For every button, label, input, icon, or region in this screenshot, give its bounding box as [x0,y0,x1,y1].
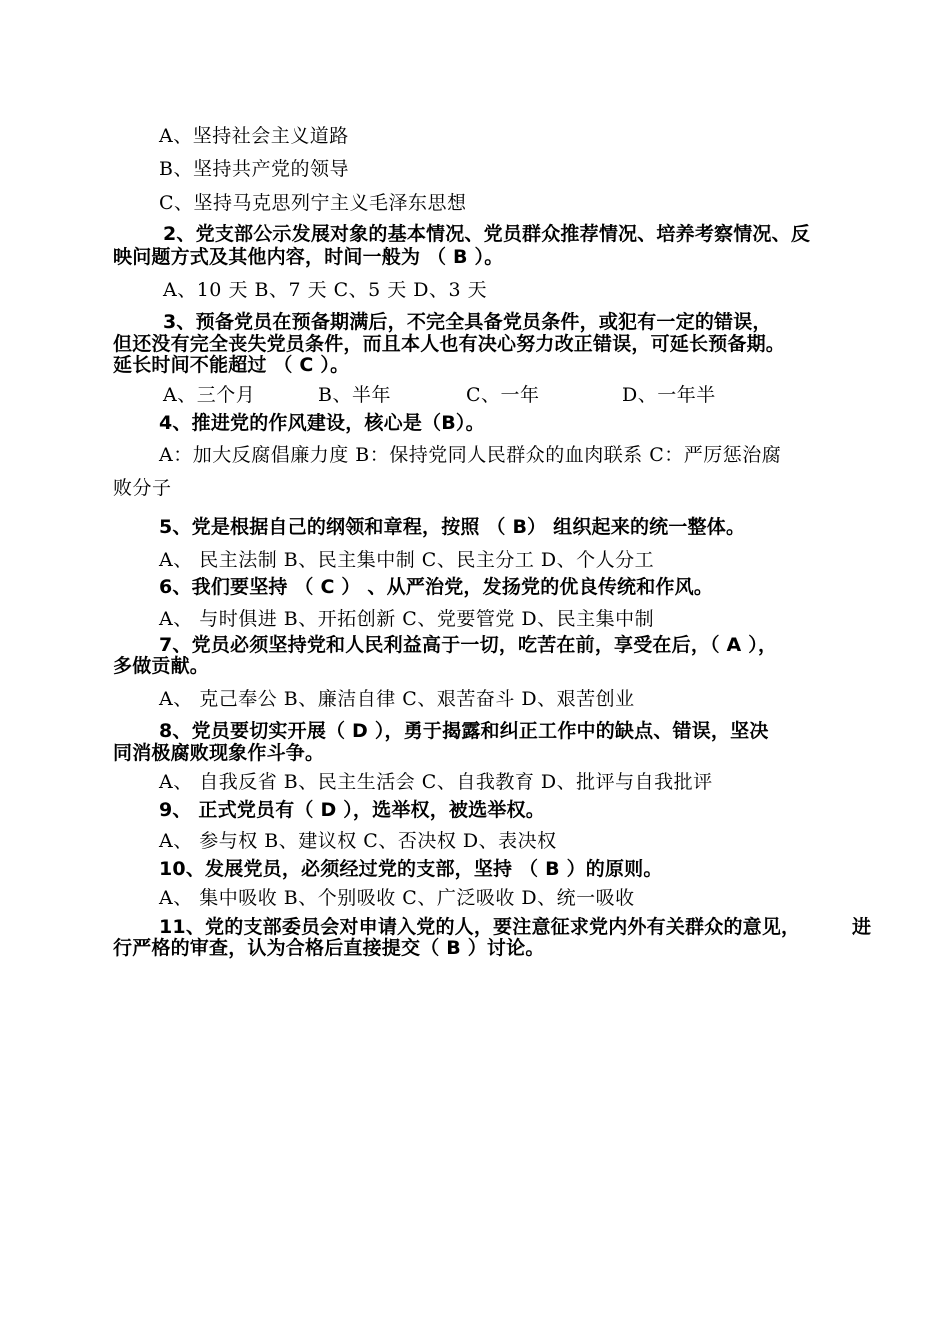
q8-text-line2: 同消极腐败现象作斗争。 [113,742,325,764]
q1-option-c: C、坚持马克思列宁主义毛泽东思想 [159,192,467,214]
q3-text-line3: 延长时间不能超过 （ C ）。 [113,354,350,376]
q2-text-line1: 2、党支部公示发展对象的基本情况、党员群众推荐情况、培养考察情况、反 [163,223,811,245]
q8-text-line1: 8、党员要切实开展（ D ），勇于揭露和纠正工作中的缺点、错误，坚决 [159,720,769,742]
q7-text-line1: 7、党员必须坚持党和人民利益高于一切，吃苦在前，享受在后，（ A ）， [159,634,778,656]
q9-options: A、 参与权 B、建议权 C、否决权 D、表决权 [159,830,557,852]
q5-options: A、 民主法制 B、民主集中制 C、民主分工 D、个人分工 [159,549,655,571]
q9-text: 9、 正式党员有（ D ），选举权，被选举权。 [159,799,545,821]
q10-text: 10、发展党员，必须经过党的支部，坚持 （ B ）的原则。 [159,858,663,880]
q4-options-line2: 败分子 [113,477,172,499]
q5-text: 5、党是根据自己的纲领和章程，按照 （ B） 组织起来的统一整体。 [159,516,746,538]
q1-option-b: B、坚持共产党的领导 [159,158,349,180]
q4-text: 4、推进党的作风建设，核心是（B）。 [159,412,485,434]
q7-text-line2: 多做贡献。 [113,655,210,677]
q3-option-c: C、一年 [466,384,540,406]
q11-text-line1: 11、党的支部委员会对申请入党的人，要注意征求党内外有关群众的意见， [159,916,801,938]
q10-options: A、 集中吸收 B、个别吸收 C、广泛吸收 D、统一吸收 [159,887,635,909]
q11-text-line2: 行严格的审查，认为合格后直接提交（ B ）讨论。 [113,937,545,959]
q11-text-line1-end: 进 [852,916,872,938]
q3-option-b: B、半年 [318,384,391,406]
q7-options: A、 克己奉公 B、廉洁自律 C、艰苦奋斗 D、艰苦创业 [159,688,635,710]
q1-option-a: A、坚持社会主义道路 [159,125,349,147]
q3-text-line1: 3、预备党员在预备期满后，不完全具备党员条件，或犯有一定的错误， [163,311,772,333]
q2-text-line2: 映问题方式及其他内容，时间一般为 （ B ）。 [113,246,504,268]
q6-options: A、 与时俱进 B、开拓创新 C、党要管党 D、民主集中制 [159,608,655,630]
q3-option-d: D、一年半 [622,384,716,406]
q3-option-a: A、三个月 [163,384,256,406]
q6-text: 6、我们要坚持 （ C ） 、从严治党，发扬党的优良传统和作风。 [159,576,714,598]
q8-options: A、 自我反省 B、民主生活会 C、自我教育 D、批评与自我批评 [159,771,713,793]
q3-text-line2: 但还没有完全丧失党员条件，而且本人也有决心努力改正错误，可延长预备期。 [113,333,786,355]
q4-options-line1: A：加大反腐倡廉力度 B：保持党同人民群众的血肉联系 C：严厉惩治腐 [159,444,782,466]
q2-options: A、10 天 B、7 天 C、5 天 D、3 天 [163,279,488,301]
